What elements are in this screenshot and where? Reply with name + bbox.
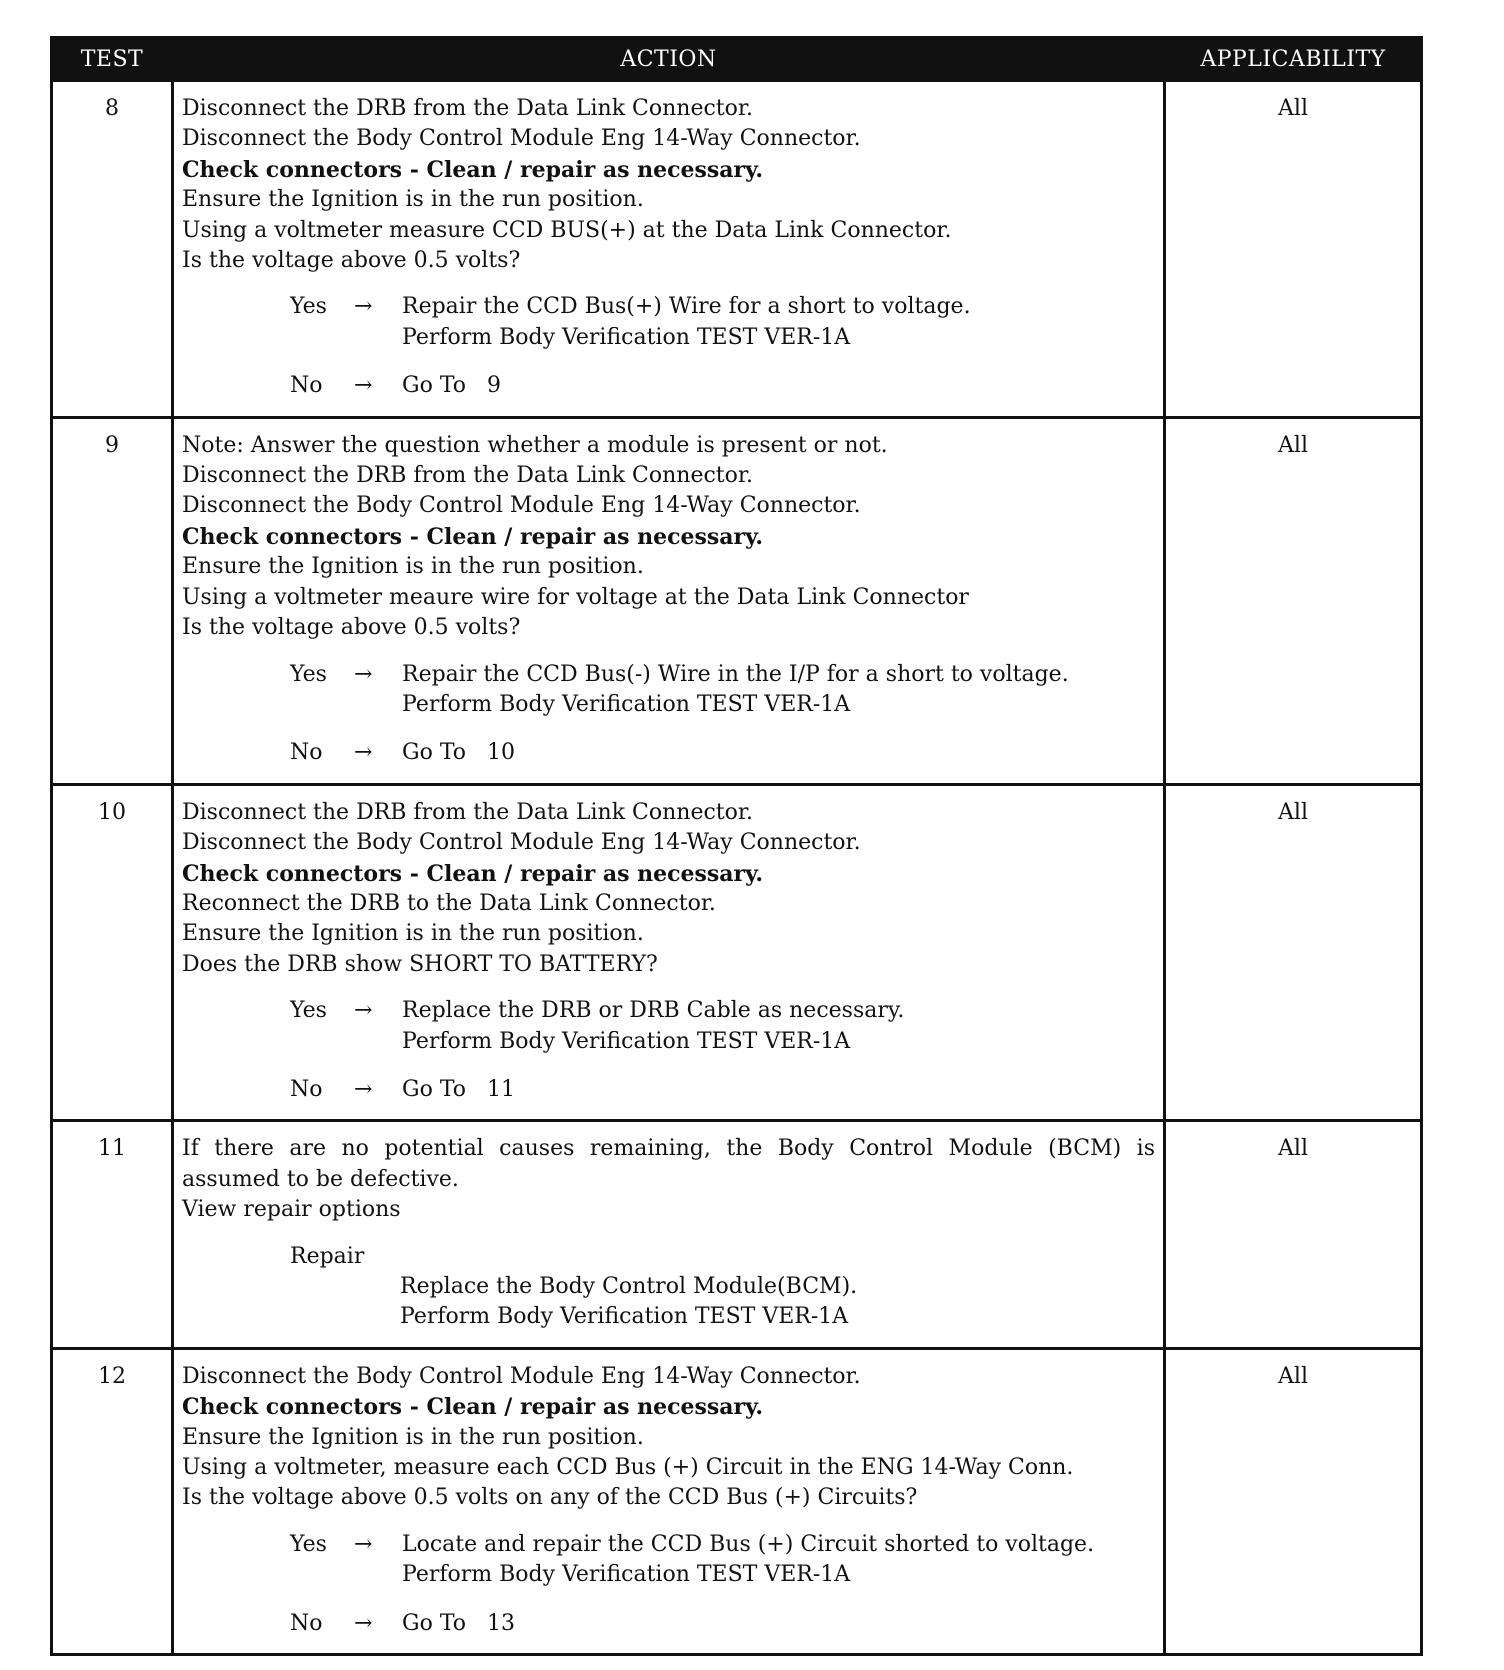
yes-label: Yes [290,998,327,1024]
result-line: Perform Body Verification TEST VER-1A [402,1562,851,1588]
result-line: Perform Body Verification TEST VER-1A [402,324,851,350]
no-result: Go To 11 [402,1076,515,1102]
action-note: Note: Answer the question whether a module is present or not. [182,432,888,458]
action-line: Disconnect the Body Control Module Eng 14-Way Connector. [182,493,861,519]
action-cell [173,81,1165,418]
arrow-right-icon: → [354,373,373,399]
action-line: Disconnect the DRB from the Data Link Connector. [182,463,753,489]
action-line: Using a voltmeter measure CCD BUS(+) at the Data Link Connector. [182,217,952,243]
answers [182,292,1155,401]
action-intro: If there are no potential causes remaining, the Body Control Module (BCM) is assumed to be defective. [182,1136,1155,1192]
no-answer [182,1075,1155,1105]
header-test: TEST [52,38,173,81]
action-question: Does the DRB show SHORT TO BATTERY? [182,951,658,977]
repair-options [182,1242,1155,1333]
action-line-bold: Check connectors - Clean / repair as necessary. [182,860,764,887]
yes-label: Yes [290,1531,327,1557]
action-line: Ensure the Ignition is in the run position. [182,554,644,580]
applicability: All [1165,1348,1422,1654]
test-number: 10 [52,784,173,1121]
action-line: Using a voltmeter, measure each CCD Bus (+) Circuit in the ENG 14-Way Conn. [182,1455,1074,1481]
applicability: All [1165,1121,1422,1348]
action-line-bold: Check connectors - Clean / repair as necessary. [182,1394,764,1421]
arrow-right-icon: → [354,661,373,687]
action-question: Is the voltage above 0.5 volts? [182,615,521,641]
test-number: 12 [52,1348,173,1654]
applicability: All [1165,784,1422,1121]
answers [182,660,1155,769]
applicability: All [1165,417,1422,784]
result-line: Replace the DRB or DRB Cable as necessary. [402,998,905,1024]
action-line: Ensure the Ignition is in the run position. [182,921,644,947]
table-row [52,81,1422,418]
action-cell [173,417,1165,784]
result-line: Repair the CCD Bus(-) Wire in the I/P for a short to voltage. [402,661,1069,687]
action-line: Disconnect the DRB from the Data Link Connector. [182,799,753,825]
action-line: Ensure the Ignition is in the run position. [182,187,644,213]
no-label: No [290,1610,323,1636]
action-question: Is the voltage above 0.5 volts on any of the CCD Bus (+) Circuits? [182,1485,918,1511]
table-row [52,784,1422,1121]
action-line: Reconnect the DRB to the Data Link Connector. [182,890,716,916]
action-line: View repair options [182,1197,401,1223]
result-line: Perform Body Verification TEST VER-1A [402,691,851,717]
yes-result [402,1530,1155,1591]
yes-result [402,292,1155,353]
no-label: No [290,1076,323,1102]
result-line: Locate and repair the CCD Bus (+) Circuit shorted to voltage. [402,1531,1095,1557]
table-header [52,38,1422,81]
header-applicability: APPLICABILITY [1165,38,1422,81]
arrow-right-icon: → [354,1076,373,1102]
action-line: Ensure the Ignition is in the run position. [182,1424,644,1450]
no-label: No [290,373,323,399]
table-row [52,1348,1422,1654]
no-label: No [290,740,323,766]
test-number: 8 [52,81,173,418]
action-line: Disconnect the Body Control Module Eng 14-Way Connector. [182,126,861,152]
action-question: Is the voltage above 0.5 volts? [182,248,521,274]
repair-label: Repair [290,1243,365,1269]
arrow-right-icon: → [354,998,373,1024]
yes-answer [182,660,1155,721]
action-line-bold: Check connectors - Clean / repair as necessary. [182,523,764,550]
no-answer [182,738,1155,768]
action-cell [173,1348,1165,1654]
action-cell [173,1121,1165,1348]
no-result: Go To 13 [402,1610,515,1636]
action-line-bold: Check connectors - Clean / repair as necessary. [182,156,764,183]
result-line: Perform Body Verification TEST VER-1A [402,1028,851,1054]
yes-result [402,660,1155,721]
action-line: Using a voltmeter meaure wire for voltage at the Data Link Connector [182,584,969,610]
test-number: 11 [52,1121,173,1348]
result-line: Repair the CCD Bus(+) Wire for a short to voltage. [402,294,971,320]
yes-answer [182,1530,1155,1591]
applicability: All [1165,81,1422,418]
no-result: Go To 10 [402,740,515,766]
no-answer [182,371,1155,401]
arrow-right-icon: → [354,740,373,766]
answers [182,1530,1155,1639]
diagnostic-test-table [50,36,1423,1656]
table-row [52,1121,1422,1348]
repair-line: Replace the Body Control Module(BCM). [400,1274,858,1299]
arrow-right-icon: → [354,1610,373,1636]
table-row [52,417,1422,784]
action-line: Disconnect the DRB from the Data Link Connector. [182,96,753,121]
repair-line: Perform Body Verification TEST VER-1A [400,1304,849,1330]
arrow-right-icon: → [354,1531,373,1557]
answers [182,996,1155,1105]
yes-label: Yes [290,294,327,320]
no-result: Go To 9 [402,373,501,399]
action-line: Disconnect the Body Control Module Eng 14-Way Connector. [182,1363,861,1389]
header-action: ACTION [173,38,1165,81]
yes-label: Yes [290,661,327,687]
no-answer [182,1609,1155,1639]
arrow-right-icon: → [354,294,373,320]
action-cell [173,784,1165,1121]
yes-answer [182,292,1155,353]
test-number: 9 [52,417,173,784]
yes-answer [182,996,1155,1057]
action-line: Disconnect the Body Control Module Eng 14-Way Connector. [182,830,861,856]
yes-result [402,996,1155,1057]
